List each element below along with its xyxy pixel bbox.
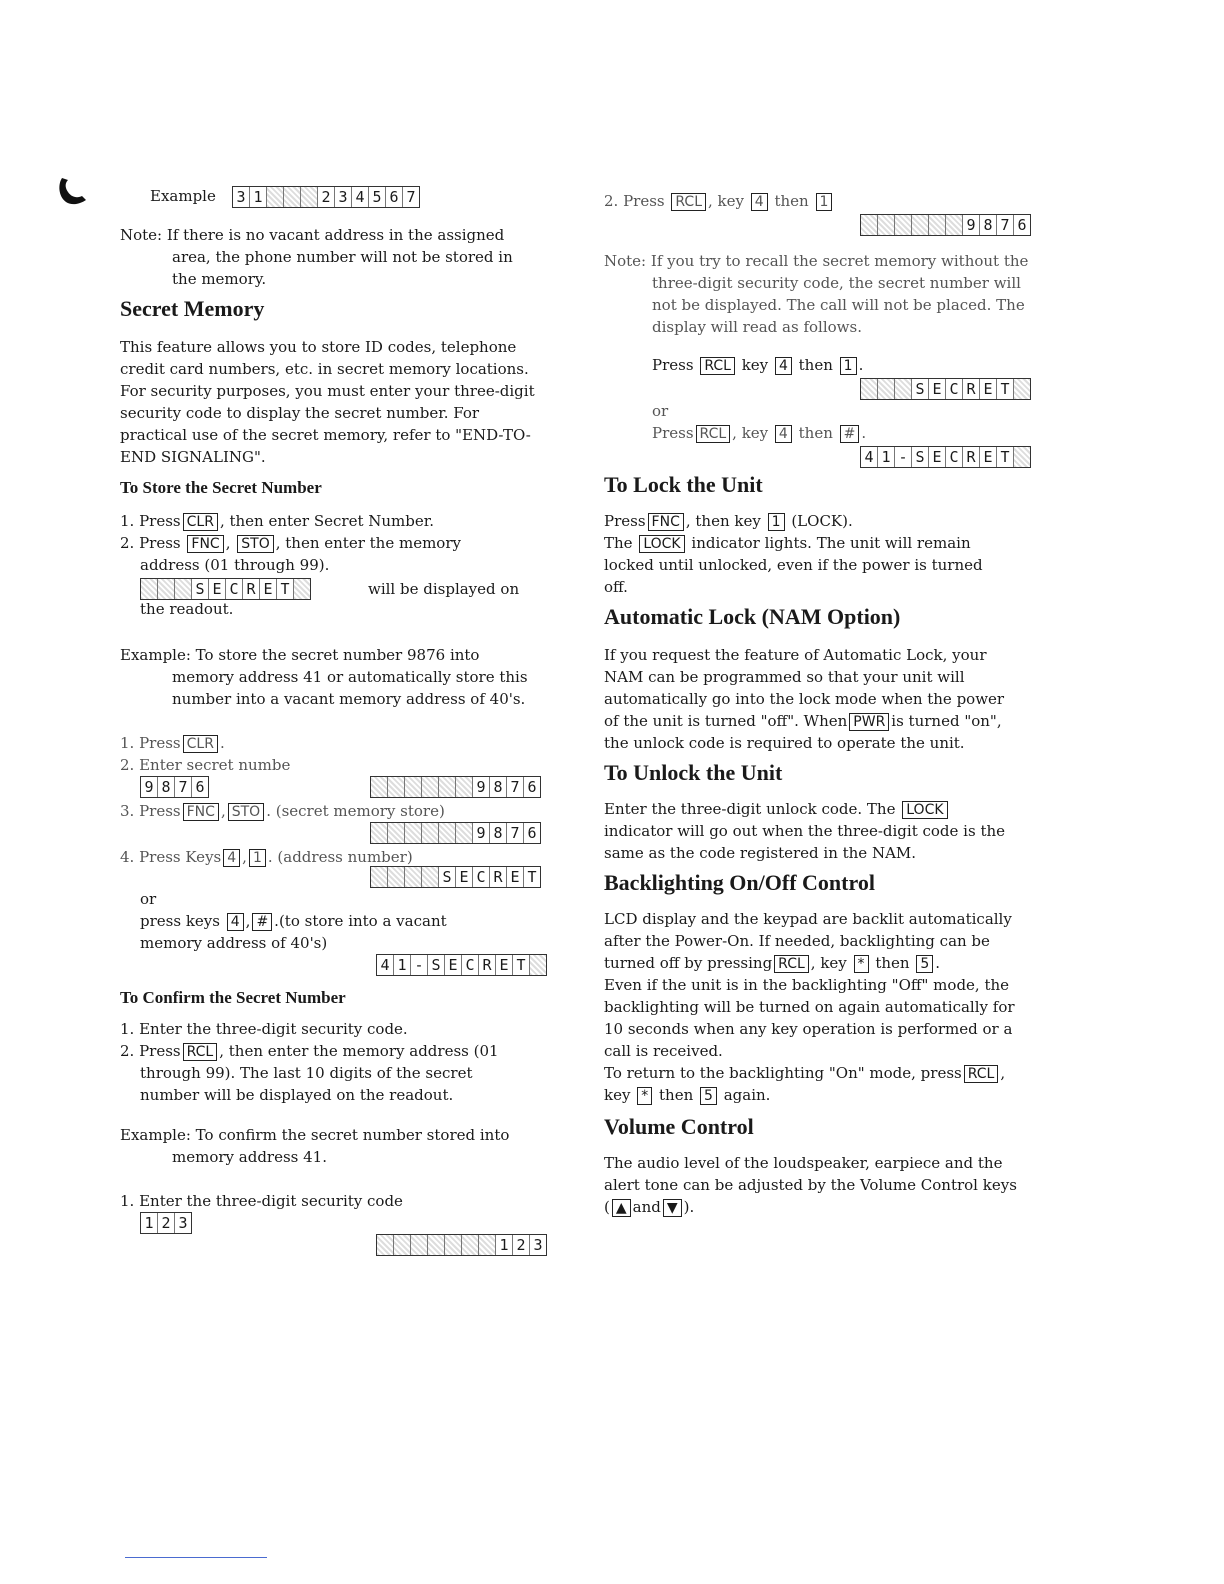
- display-cell: [530, 955, 546, 975]
- display-cell: 1: [141, 1213, 158, 1233]
- display-cell: 1: [496, 1235, 513, 1255]
- display-cell: 2: [158, 1213, 175, 1233]
- display-cell: E: [980, 379, 997, 399]
- display-cell: [411, 1235, 428, 1255]
- display-cell: [428, 1235, 445, 1255]
- display-123: [376, 1234, 547, 1256]
- display-cell: 9: [141, 777, 158, 797]
- example-line: [150, 185, 216, 207]
- lock-line-2: The LOCK indicator lights. The unit will remain: [604, 534, 971, 552]
- display-cell: [175, 579, 192, 599]
- store-step-1: 1. Press CLR , then enter Secret Number.: [120, 512, 435, 530]
- display-cell: C: [473, 867, 490, 887]
- display-cell: E: [445, 955, 462, 975]
- display-cell: [479, 1235, 496, 1255]
- display-cell: T: [277, 579, 294, 599]
- display-cell: 9: [473, 823, 490, 843]
- display-cell: T: [997, 379, 1014, 399]
- display-cell: [456, 823, 473, 843]
- display-cell: E: [980, 447, 997, 467]
- example-display: [232, 186, 420, 208]
- display-9876-a: [370, 776, 541, 798]
- note1: Note: If there is no vacant address in the assigned: [120, 226, 505, 244]
- keys-123: [140, 1212, 192, 1234]
- volume-line-3: ( ▲ and ▼ ).: [604, 1198, 695, 1216]
- display-cell: S: [439, 867, 456, 887]
- display-cell: [405, 823, 422, 843]
- display-cell: [294, 579, 310, 599]
- unlock-line-1: Enter the three-digit unlock code. The LOCK: [604, 798, 950, 820]
- lock-indicator: LOCK: [639, 535, 684, 553]
- display-cell: [422, 867, 439, 887]
- display-cell: 6: [195, 778, 205, 796]
- display-cell: 3: [178, 1214, 188, 1232]
- display-cell: E: [260, 579, 277, 599]
- display-cell: 7: [406, 188, 416, 206]
- display-cell: C: [226, 579, 243, 599]
- press-rcl-line-2: Press RCL , key 4 then # .: [652, 424, 867, 442]
- display-cell: -: [895, 447, 912, 467]
- display-cell: 3: [335, 187, 352, 207]
- display-cell: E: [209, 579, 226, 599]
- display-cell: [462, 1235, 479, 1255]
- display-cell: 3: [533, 1236, 543, 1254]
- backlight-line-9: key * then 5 again.: [604, 1086, 771, 1104]
- display-cell: 5: [369, 187, 386, 207]
- display-41-secret-b: [860, 446, 1031, 468]
- display-cell: [158, 579, 175, 599]
- display-cell: [861, 215, 878, 235]
- bottom-rule: [125, 1557, 267, 1558]
- display-cell: R: [243, 579, 260, 599]
- auto-line-4: of the unit is turned "off". When PWR is turned "on",: [604, 712, 1002, 730]
- display-cell: 3: [233, 187, 250, 207]
- heading-lock-unit: To Lock the Unit: [604, 472, 763, 497]
- display-cell: [388, 867, 405, 887]
- display-cell: T: [527, 868, 537, 886]
- display-cell: T: [997, 447, 1014, 467]
- display-cell: 8: [490, 823, 507, 843]
- lock-line-1: Press FNC , then key 1 (LOCK).: [604, 512, 853, 530]
- display-cell: 9: [963, 215, 980, 235]
- heading-unlock-unit: To Unlock the Unit: [604, 760, 783, 785]
- confirm-step-2: 2. Press RCL , then enter the memory address (01: [120, 1042, 499, 1060]
- display-cell: [388, 777, 405, 797]
- display-cell: C: [946, 379, 963, 399]
- display-cell: 8: [980, 215, 997, 235]
- display-cell: -: [411, 955, 428, 975]
- heading-secret-memory: Secret Memory: [120, 296, 265, 321]
- display-9876-c: [860, 214, 1031, 236]
- step-4-press-keys: 4. Press Keys 4 , 1 . (address number): [120, 848, 413, 866]
- display-cell: 1: [250, 187, 267, 207]
- heading-backlighting: Backlighting On/Off Control: [604, 870, 875, 895]
- display-41-secret: [376, 954, 547, 976]
- display-cell: [284, 187, 301, 207]
- display-cell: [394, 1235, 411, 1255]
- display-cell: 7: [507, 823, 524, 843]
- display-cell: 6: [1017, 216, 1027, 234]
- display-cell: 2: [513, 1235, 530, 1255]
- display-cell: 4: [861, 447, 878, 467]
- display-9876-b: [370, 822, 541, 844]
- display-cell: [439, 823, 456, 843]
- display-cell: 7: [997, 215, 1014, 235]
- display-cell: 6: [527, 824, 537, 842]
- clr-key: CLR: [183, 513, 218, 531]
- display-cell: C: [462, 955, 479, 975]
- press-keys-line: press keys 4 , # .(to store into a vacant: [140, 912, 447, 930]
- display-cell: C: [946, 447, 963, 467]
- display-cell: [912, 215, 929, 235]
- display-cell: E: [929, 379, 946, 399]
- display-cell: [141, 579, 158, 599]
- display-cell: [929, 215, 946, 235]
- display-secret-a: [370, 866, 541, 888]
- display-cell: [422, 777, 439, 797]
- display-cell: [422, 823, 439, 843]
- display-cell: E: [456, 867, 473, 887]
- display-cell: [861, 379, 878, 399]
- display-cell: 1: [394, 955, 411, 975]
- display-cell: 9: [473, 777, 490, 797]
- display-cell: 6: [386, 187, 403, 207]
- display-cell: [371, 823, 388, 843]
- secret-display: [140, 578, 311, 600]
- display-cell: 7: [507, 777, 524, 797]
- step-3-press-fnc-sto: 3. Press FNC , STO . (secret memory store): [120, 802, 445, 820]
- heading-volume: Volume Control: [604, 1114, 754, 1139]
- heading-confirm-secret: To Confirm the Secret Number: [120, 988, 346, 1007]
- display-cell: [895, 215, 912, 235]
- heading-automatic-lock: Automatic Lock (NAM Option): [604, 604, 901, 629]
- display-cell: [405, 777, 422, 797]
- display-cell: S: [912, 379, 929, 399]
- display-cell: [371, 867, 388, 887]
- backlight-line-3: turned off by pressing RCL , key * then 5 .: [604, 954, 941, 972]
- example-label: Example: [150, 187, 216, 205]
- display-cell: 4: [352, 187, 369, 207]
- display-cell: E: [929, 447, 946, 467]
- display-cell: 6: [527, 778, 537, 796]
- display-cell: [445, 1235, 462, 1255]
- display-cell: E: [507, 867, 524, 887]
- display-cell: [1014, 447, 1030, 467]
- display-cell: S: [912, 447, 929, 467]
- step-1-press-clr: 1. Press CLR .: [120, 734, 225, 752]
- display-cell: [946, 215, 963, 235]
- display-cell: [301, 187, 318, 207]
- press-rcl-line: Press RCL key 4 then 1 .: [652, 356, 864, 374]
- display-cell: R: [963, 379, 980, 399]
- display-cell: R: [479, 955, 496, 975]
- display-cell: S: [428, 955, 445, 975]
- backlight-line-8: To return to the backlighting "On" mode, press RCL ,: [604, 1064, 1006, 1082]
- fnc-key: FNC: [187, 535, 223, 553]
- display-cell: R: [963, 447, 980, 467]
- display-cell: [371, 777, 388, 797]
- heading-store-secret: To Store the Secret Number: [120, 478, 322, 497]
- display-cell: T: [513, 955, 530, 975]
- display-secret-b: [860, 378, 1031, 400]
- display-cell: 1: [878, 447, 895, 467]
- display-cell: [439, 777, 456, 797]
- volume-up-key: ▲: [612, 1199, 631, 1217]
- display-cell: R: [490, 867, 507, 887]
- keys-9876: [140, 776, 209, 798]
- display-cell: 8: [490, 777, 507, 797]
- display-cell: E: [496, 955, 513, 975]
- display-cell: 2: [318, 187, 335, 207]
- display-cell: 4: [377, 955, 394, 975]
- display-cell: [405, 867, 422, 887]
- display-cell: 8: [158, 777, 175, 797]
- display-cell: [388, 823, 405, 843]
- display-cell: [895, 379, 912, 399]
- sto-key: STO: [237, 535, 273, 553]
- display-cell: [377, 1235, 394, 1255]
- display-cell: [878, 215, 895, 235]
- display-cell: [456, 777, 473, 797]
- display-cell: [1014, 379, 1030, 399]
- display-cell: [878, 379, 895, 399]
- store-step-2: 2. Press FNC , STO , then enter the memory: [120, 534, 461, 552]
- volume-down-key: ▼: [663, 1199, 682, 1217]
- display-cell: [267, 187, 284, 207]
- display-cell: 7: [175, 777, 192, 797]
- display-cell: S: [192, 579, 209, 599]
- recall-step-2: 2. Press RCL , key 4 then 1: [604, 190, 834, 212]
- phone-icon: [56, 176, 88, 206]
